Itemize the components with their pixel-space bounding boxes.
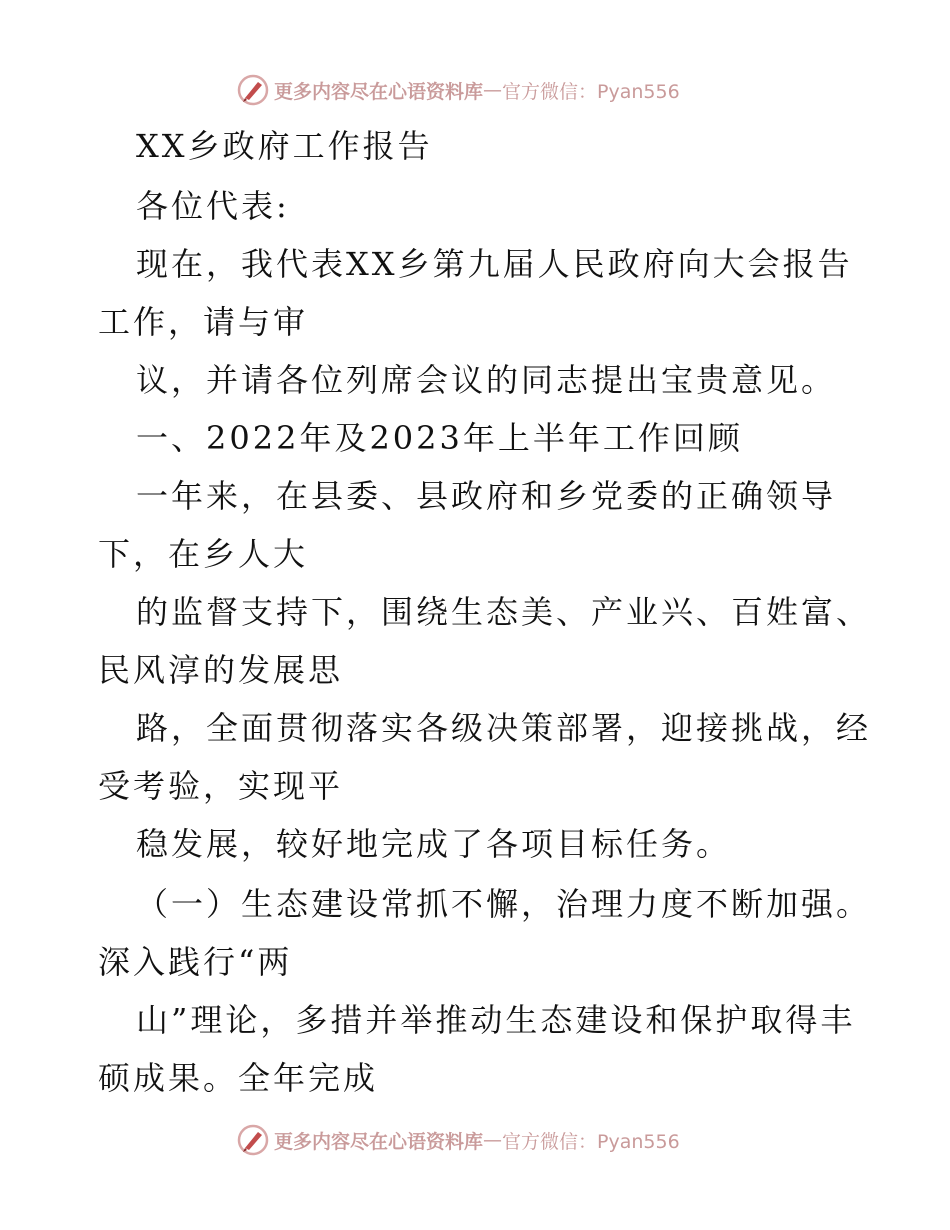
paragraph-line: 深入践行“两: [98, 943, 293, 981]
salutation: 各位代表:: [136, 187, 290, 225]
watermark-site-text: 更多内容尽在心语资料库: [274, 1130, 484, 1153]
section-heading: 一、2022年及2023年上半年工作回顾: [136, 419, 743, 457]
paragraph-line: 下，在乡人大: [98, 535, 309, 573]
watermark-wechat-text: 官方微信：Pyan556: [502, 1130, 680, 1153]
quill-pen-logo-icon: [236, 1123, 270, 1157]
watermark-site-text: 更多内容尽在心语资料库: [274, 80, 484, 103]
paragraph-line: 现在，我代表XX乡第九届人民政府向大会报告: [136, 245, 853, 283]
paragraph-line: 民风淳的发展思: [98, 651, 344, 689]
subsection-heading: （一）生态建设常抓不懈，治理力度不断加强。: [136, 885, 872, 923]
paragraph-line: 路，全面贯彻落实各级决策部署，迎接挑战，经: [136, 709, 872, 747]
paragraph-line: 硕成果。全年完成: [98, 1059, 379, 1097]
watermark-dash: —: [483, 79, 503, 101]
watermark-wechat-text: 官方微信：Pyan556: [502, 80, 680, 103]
paragraph-line: 受考验，实现平: [98, 767, 344, 805]
paragraph-line: 的监督支持下，围绕生态美、产业兴、百姓富、: [136, 593, 872, 631]
footer-watermark: [236, 1122, 680, 1158]
paragraph-line: 一年来，在县委、县政府和乡党委的正确领导: [136, 477, 837, 515]
watermark-dash: —: [483, 1129, 503, 1151]
document-title: XX乡政府工作报告: [136, 127, 433, 165]
paragraph-line: 山”理论，多措并举推动生态建设和保护取得丰: [136, 1001, 856, 1039]
header-watermark: [236, 72, 680, 108]
paragraph-line: 工作，请与审: [98, 303, 309, 341]
paragraph-line: 稳发展，较好地完成了各项目标任务。: [136, 825, 732, 863]
quill-pen-logo-icon: [236, 73, 270, 107]
paragraph-line: 议，并请各位列席会议的同志提出宝贵意见。: [136, 361, 837, 399]
